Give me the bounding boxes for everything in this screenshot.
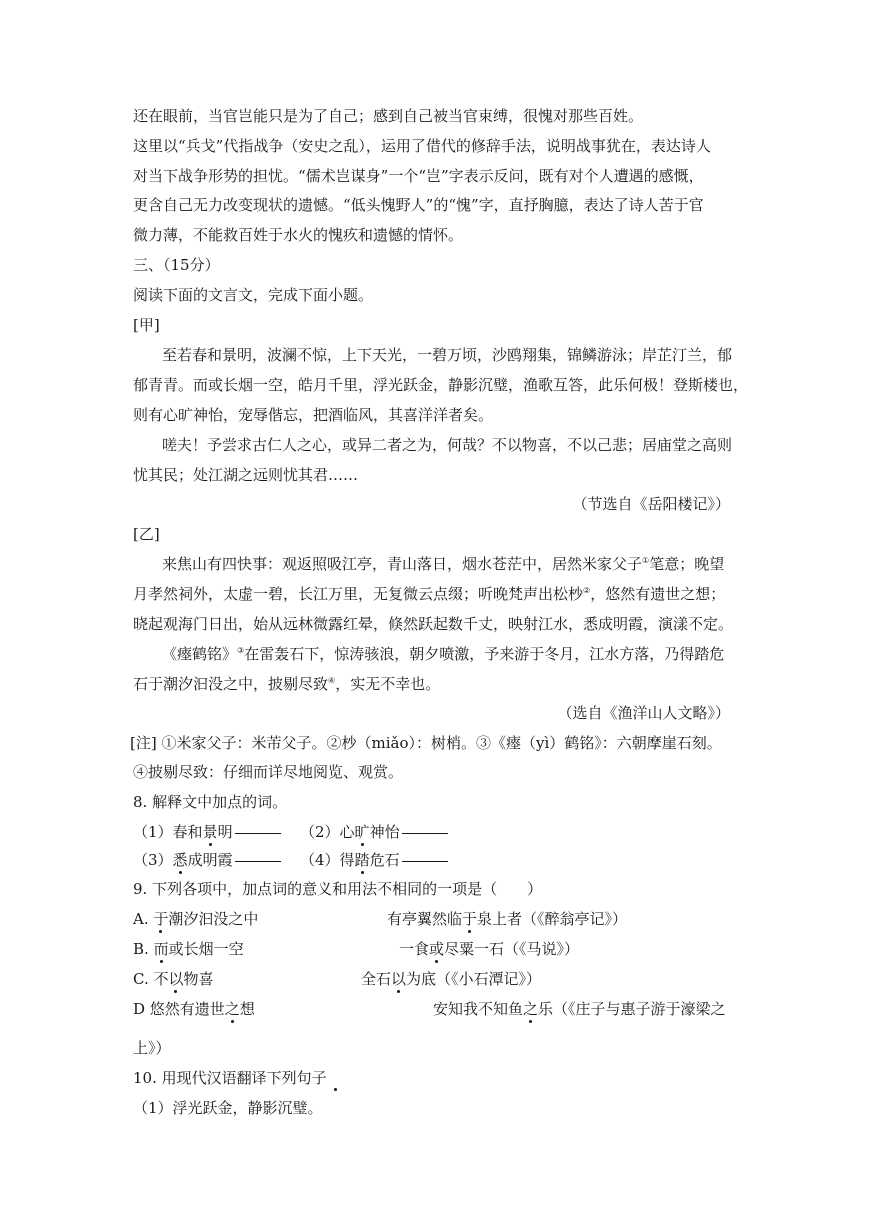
footnote-marker: ②	[583, 586, 591, 595]
footnote-marker: ④	[328, 676, 336, 685]
passage-line: 忧其民；处江湖之远则忧其君……	[133, 466, 359, 484]
footnote-marker: ③	[237, 646, 245, 655]
question-8-item: （2）心旷神怡	[300, 822, 448, 842]
answer-blank[interactable]	[235, 860, 281, 862]
option-a[interactable]: A. 于潮汐汩没之中	[133, 910, 259, 928]
passage-line: 则有心旷神怡，宠辱偕忘，把酒临风，其喜洋洋者矣。	[133, 406, 494, 424]
analysis-line: 还在眼前，当官岂能只是为了自己；感到自己被当官束缚，很愧对那些百姓。	[133, 107, 644, 125]
option-d-compare: 安知我不知鱼之乐（《庄子与惠子游于濠梁之	[433, 1000, 726, 1018]
passage-line: 来焦山有四快事：观返照吸江亭，青山落日，烟水苍茫中，居然米家父子①笔意；晚望	[162, 555, 725, 573]
question-8-stem: 8. 解释文中加点的词。	[133, 793, 288, 811]
passage-line: 《瘞鹤铭》③在雷轰石下，惊涛骇浪，朝夕喷激，予来游于冬月，江水方落，乃得踏危	[162, 645, 725, 663]
passage-line: 嗟夫！予尝求古仁人之心，或异二者之为，何哉？不以物喜，不以己悲；居庙堂之高则	[162, 436, 733, 454]
answer-blank[interactable]	[402, 860, 448, 862]
option-b[interactable]: B. 而或长烟一空	[133, 940, 244, 958]
option-c-compare: 全石以为底（《小石潭记》）	[361, 970, 542, 988]
passage-source: （节选自《岳阳楼记》）	[572, 495, 730, 513]
option-c[interactable]: C. 不以物喜	[133, 970, 214, 988]
question-8-item: （3）悉成明霞	[133, 850, 281, 870]
passage-line: 至若春和景明，波澜不惊，上下天光，一碧万顷，沙鸥翔集，锦鳞游泳；岸芷汀兰，郁	[162, 346, 733, 364]
annotation-line: ④披剔尽致：仔细而详尽地阅览、观赏。	[133, 763, 404, 781]
passage-source: （选自《渔洋山人文略》）	[557, 704, 730, 722]
analysis-line: 微力薄，不能救百姓于水火的愧疚和遗憾的情怀。	[133, 226, 464, 244]
option-d-wrap: 上》）	[133, 1039, 171, 1057]
option-a-compare: 有亭翼然临于泉上者（《醉翁亭记》）	[387, 910, 628, 928]
passage-line: 石于潮汐汩没之中，披剔尽致④，实无不幸也。	[133, 675, 441, 693]
question-9-stem: 9. 下列各项中，加点词的意义和用法不相同的一项是（ ）	[133, 880, 543, 898]
question-10-stem: 10. 用现代汉语翻译下列句子	[133, 1069, 327, 1087]
question-10-item: （1）浮光跃金，静影沉璧。	[133, 1099, 323, 1117]
answer-blank[interactable]	[402, 832, 448, 834]
analysis-line: 更含自己无力改变现状的遗憾。“低头愧野人”的“愧”字，直抒胸臆，表达了诗人苦于官	[133, 196, 704, 214]
option-d[interactable]: D 悠然有遗世之想	[133, 1000, 255, 1018]
passage-line: 晓起观海门日出，始从远林微露红晕，倏然跃起数千丈，映射江水，悉成明霞，演漾不定。	[133, 615, 734, 633]
annotation-line: [注] ①米家父子：米芾父子。②杪（miǎo）：树梢。③《瘞（yì）鹤铭》：六朝摩崖石刻。	[130, 734, 722, 752]
passage-line: 郁青青。而或长烟一空，皓月千里，浮光跃金，静影沉璧，渔歌互答，此乐何极！登斯楼也，	[133, 376, 749, 394]
stray-dot-mark	[334, 1088, 337, 1091]
passage-label-yi: [乙]	[133, 525, 160, 543]
option-b-compare: 一食或尽粟一石（《马说》）	[399, 940, 580, 958]
answer-blank[interactable]	[235, 832, 281, 834]
passage-label-jia: [甲]	[133, 316, 160, 334]
section-heading: 三、（15分）	[133, 256, 220, 274]
question-8-item: （1）春和景明	[133, 822, 281, 842]
section-instruction: 阅读下面的文言文，完成下面小题。	[133, 286, 374, 304]
question-8-item: （4）得踏危石	[300, 850, 448, 870]
analysis-line: 对当下战争形势的担忧。“儒术岂谋身”一个“岂”字表示反问，既有对个人遭遇的感慨，	[133, 167, 704, 185]
passage-line: 月孝然祠外，太虚一碧，长江万里，无复微云点缀；听晚梵声出松杪②，悠然有遗世之想；	[133, 585, 726, 603]
analysis-line: 这里以“兵戈”代指战争（安史之乱），运用了借代的修辞手法，说明战事犹在，表达诗人	[133, 137, 711, 155]
footnote-marker: ①	[642, 556, 650, 565]
